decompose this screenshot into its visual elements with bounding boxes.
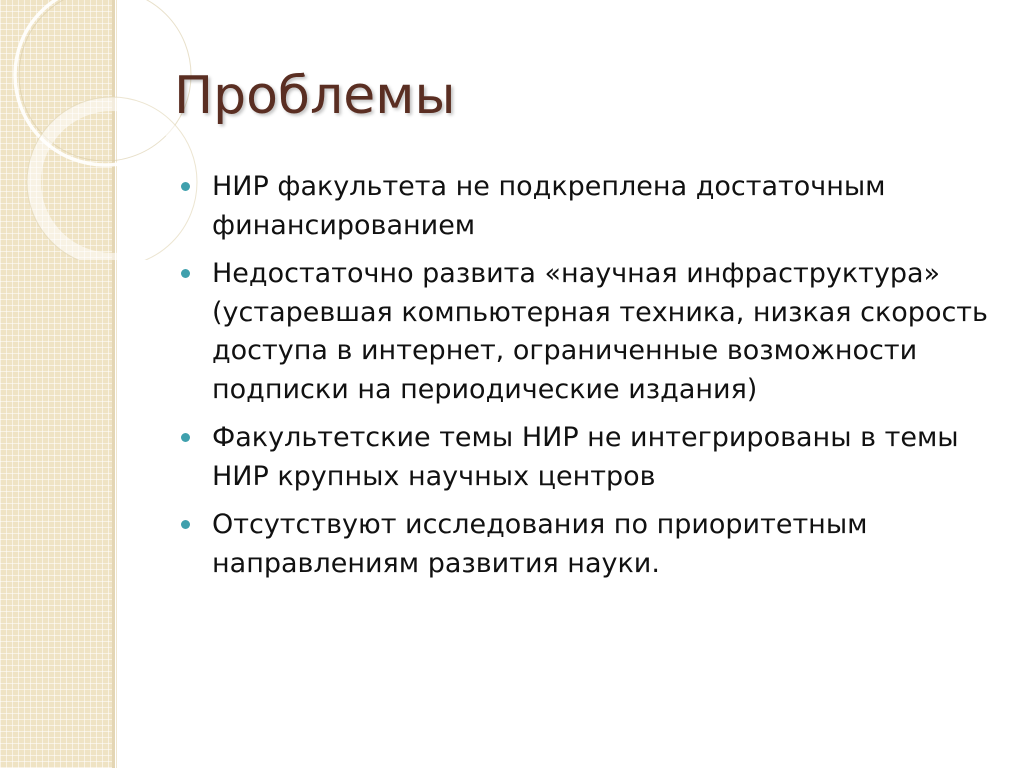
bullet-dot-icon (181, 182, 190, 191)
bullet-dot-icon (181, 269, 190, 278)
bullet-dot-icon (181, 520, 190, 529)
list-item (178, 419, 998, 496)
list-item (178, 255, 998, 409)
bullet-list (178, 168, 998, 593)
bullet-text: Недостаточно развита «научная инфраструктура» (устаревшая компьютерная техника, низкая скорость доступа в интернет, ограниченные возможности подписки на периодические издания) (212, 258, 988, 405)
list-item (178, 168, 998, 245)
slide-title: Проблемы (174, 66, 456, 126)
bullet-dot-icon (181, 433, 190, 442)
bullet-text: Отсутствуют исследования по приоритетным направлениям развития науки. (212, 509, 868, 579)
bullet-text: Факультетские темы НИР не интегрированы в темы НИР крупных научных центров (212, 422, 959, 492)
list-item (178, 506, 998, 583)
bullet-text: НИР факультета не подкреплена достаточным финансированием (212, 171, 886, 241)
